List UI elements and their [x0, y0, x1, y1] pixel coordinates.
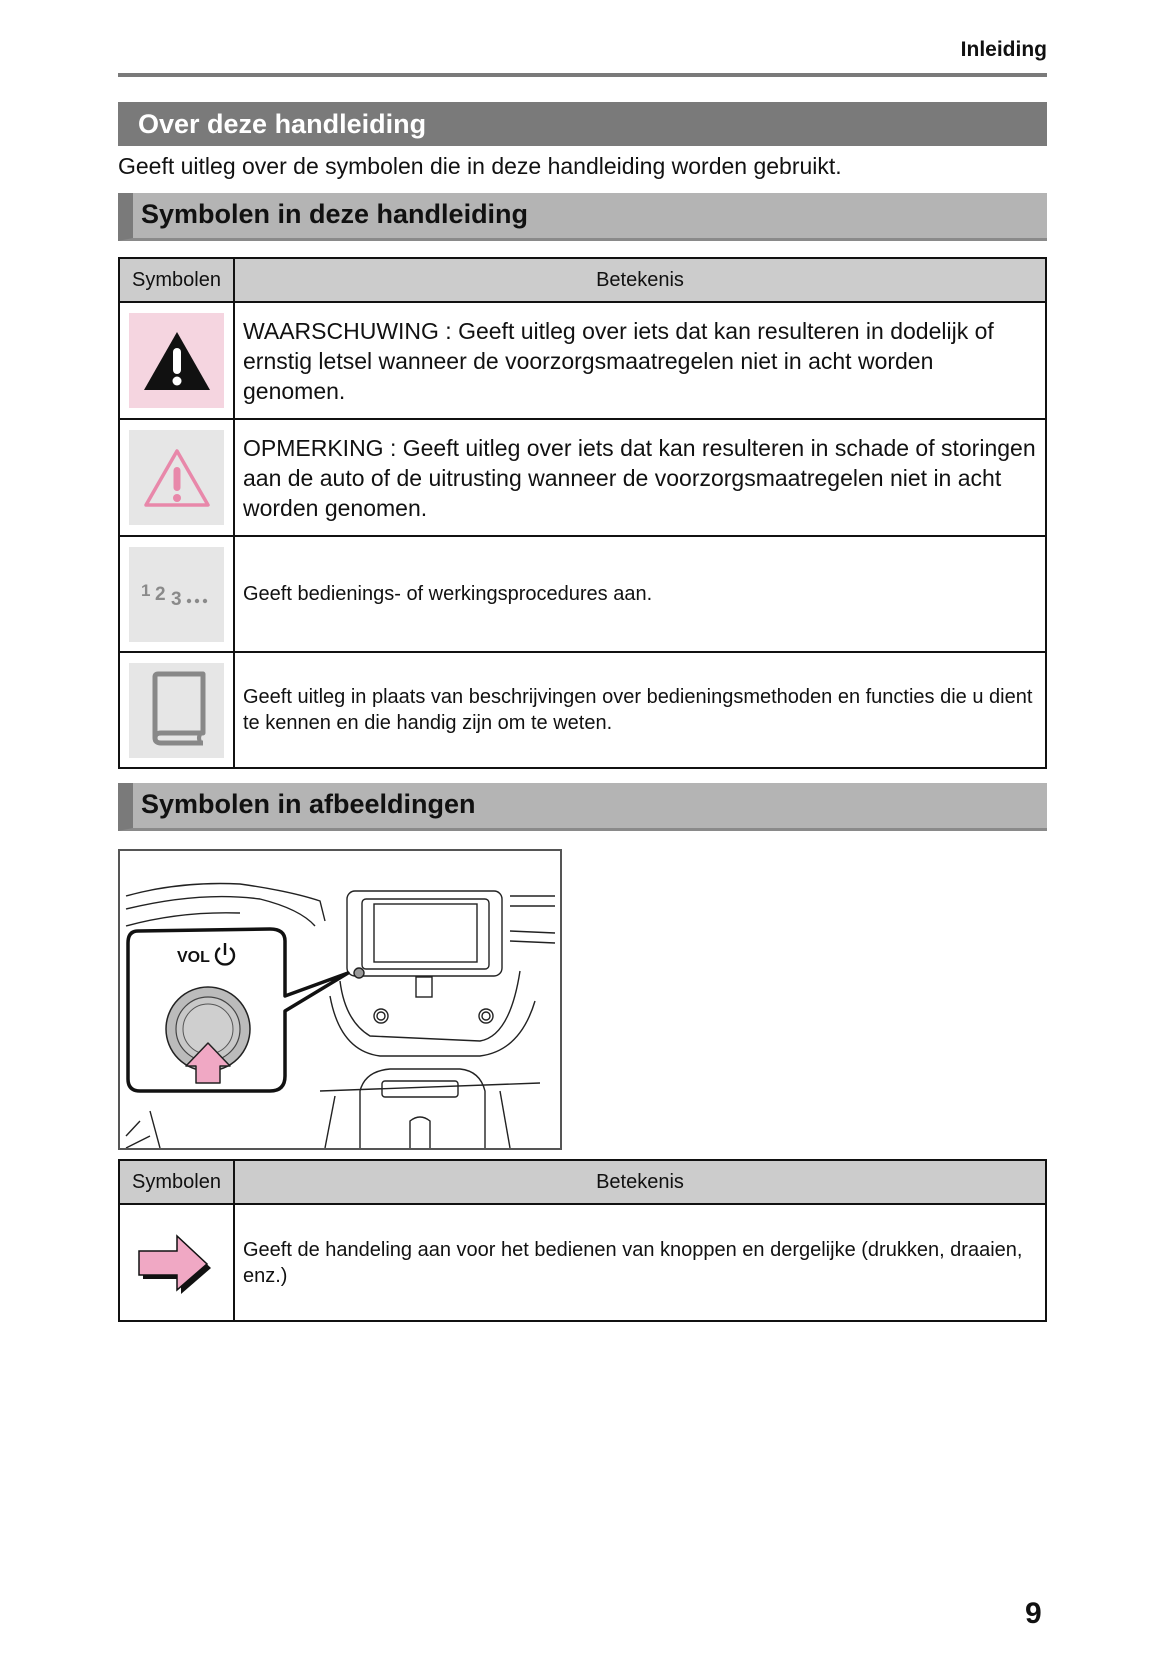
page-number: 9 [1025, 1597, 1042, 1630]
table-row [119, 1204, 1046, 1321]
section-title: Symbolen in afbeeldingen [141, 789, 476, 819]
table-row [119, 536, 1046, 652]
section-heading-symbols-manual [118, 193, 1047, 241]
intro-text: Geeft uitleg over de symbolen die in deze handleiding worden gebruikt. [118, 153, 842, 179]
running-header-title: Inleiding [960, 38, 1047, 61]
column-header-symbols: Symbolen [119, 1160, 234, 1204]
symbols-table-manual [118, 257, 1047, 769]
table-row [119, 652, 1046, 768]
action-arrow-icon [129, 1215, 224, 1310]
svg-text:3: 3 [170, 589, 182, 610]
svg-text:1: 1 [140, 581, 150, 600]
notice-triangle-icon [129, 430, 224, 525]
section-heading-symbols-images [118, 783, 1047, 831]
row-description: Geeft de handeling aan voor het bedienen van knoppen en dergelijke (drukken, draaien, enz.) [234, 1204, 1046, 1321]
symbols-table-images [118, 1159, 1047, 1322]
row-description: OPMERKING : Geeft uitleg over iets dat kan resulteren in schade of storingen aan de auto of de uitrusting wanneer de voorzorgsmaatregelen niet in acht worden genomen. [234, 419, 1046, 536]
row-description: Geeft uitleg in plaats van beschrijvingen over bedieningsmethoden en functies die u dient te kennen en die handig zijn om te weten. [234, 652, 1046, 768]
warning-triangle-icon [129, 313, 224, 408]
vol-label: VOL [177, 949, 210, 966]
row-description: WAARSCHUWING : Geeft uitleg over iets dat kan resulteren in dodelijk of ernstig letsel wanneer de voorzorgsmaatregelen niet in acht worden genomen. [234, 302, 1046, 419]
table-row [119, 302, 1046, 419]
main-heading: Over deze handleiding [138, 109, 427, 139]
main-heading-bar [118, 102, 1047, 146]
row-description: Geeft bedienings- of werkingsprocedures aan. [234, 536, 1046, 652]
svg-text:2: 2 [154, 584, 166, 605]
dashboard-illustration [118, 849, 562, 1150]
column-header-meaning: Betekenis [234, 258, 1046, 302]
table-row [119, 419, 1046, 536]
column-header-meaning: Betekenis [234, 1160, 1046, 1204]
column-header-symbols: Symbolen [119, 258, 234, 302]
section-title: Symbolen in deze handleiding [141, 199, 529, 229]
header-divider [118, 73, 1047, 77]
steps-123-icon [129, 547, 224, 642]
book-icon [129, 663, 224, 758]
